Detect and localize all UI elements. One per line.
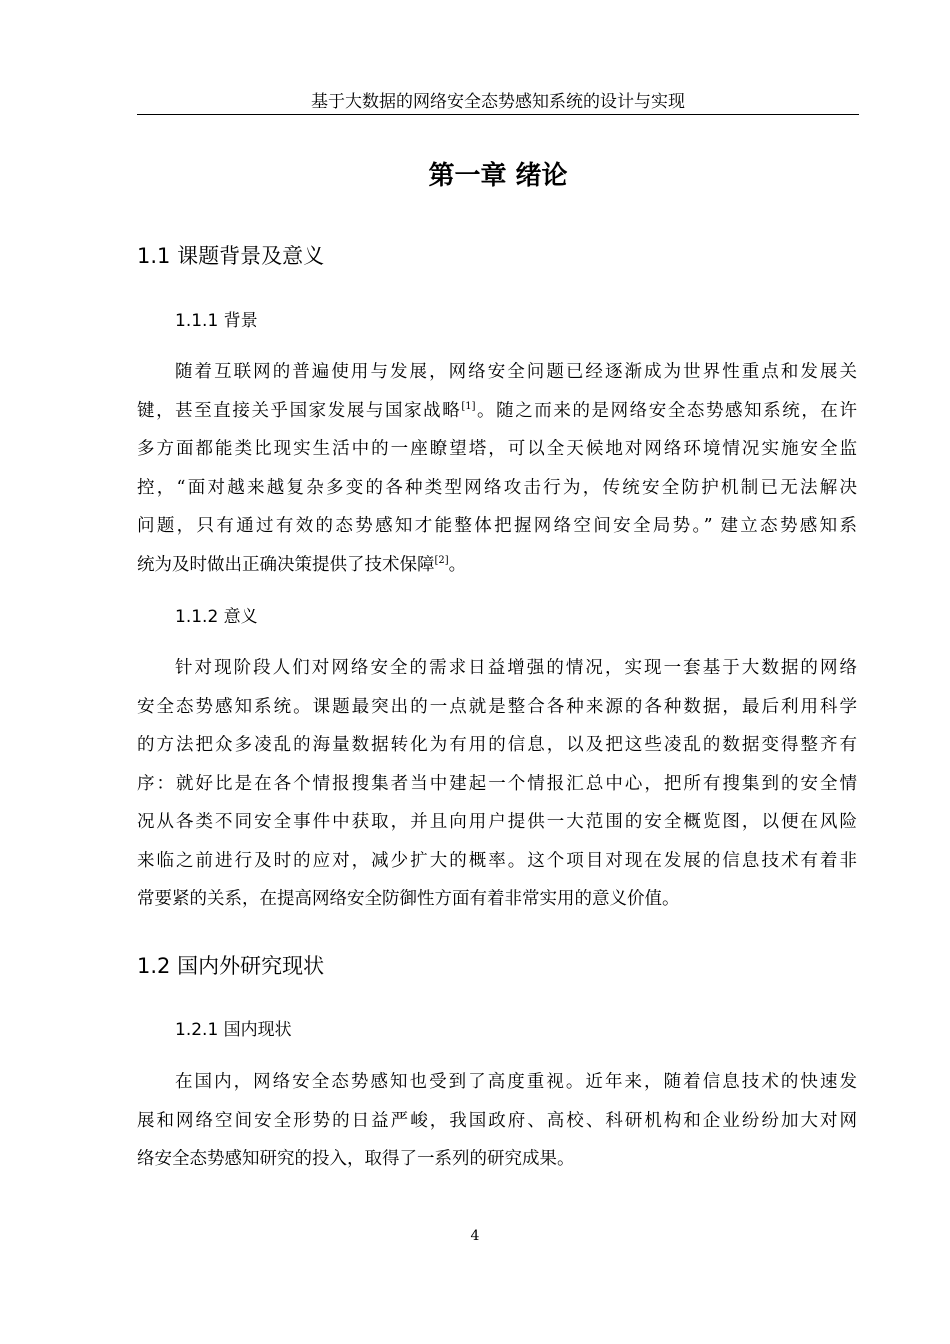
- subsection-heading-1-1-1: 1.1.1 背景: [175, 311, 258, 331]
- paragraph-line: 的方法把众多凌乱的海量数据转化为有用的信息，以及把这些凌乱的数据变得整齐有: [137, 735, 857, 755]
- paragraph-line: 常要紧的关系，在提高网络安全防御性方面有着非常实用的意义价值。: [137, 889, 680, 909]
- paragraph-line: 络安全态势感知研究的投入，取得了一系列的研究成果。: [137, 1149, 575, 1169]
- paragraph-line: 来临之前进行及时的应对，减少扩大的概率。这个项目对现在发展的信息技术有着非: [137, 850, 857, 871]
- paragraph-domestic-status: [137, 1063, 857, 1179]
- subsection-heading-1-2-1: 1.2.1 国内现状: [175, 1020, 292, 1040]
- paragraph-line: 随着互联网的普遍使用与发展，网络安全问题已经逐渐成为世界性重点和发展关: [175, 362, 857, 382]
- section-heading-1-2: 1.2 国内外研究现状: [137, 954, 325, 978]
- paragraph-line: 多方面都能类比现实生活中的一座瞭望塔，可以全天候地对网络环境情况实施安全监: [137, 439, 857, 459]
- paragraph-line: 况从各类不同安全事件中获取，并且向用户提供一大范围的安全概览图，以便在风险: [137, 812, 857, 832]
- chapter-title: 第一章 绪论: [428, 161, 568, 191]
- paragraph-line: 控，“面对越来越复杂多变的各种类型网络攻击行为，传统安全防护机制已无法解决: [137, 477, 857, 498]
- section-heading-1-1: 1.1 课题背景及意义: [137, 244, 325, 268]
- line-text: 键，甚至直接关乎国家发展与国家战略: [137, 400, 462, 421]
- paragraph-line: [137, 392, 857, 431]
- paragraph-line: 展和网络空间安全形势的日益严峻，我国政府、高校、科研机构和企业纷纷加大对网: [137, 1110, 857, 1131]
- paragraph-line: 针对现阶段人们对网络安全的需求日益增强的情况，实现一套基于大数据的网络: [175, 658, 857, 678]
- line-text: 统为及时做出正确决策提供了技术保障: [137, 554, 435, 575]
- line-text: 。随之而来的是网络安全态势感知系统，在许: [475, 400, 858, 421]
- subsection-heading-1-1-2: 1.1.2 意义: [175, 607, 258, 627]
- paragraph-line: 在国内，网络安全态势感知也受到了高度重视。近年来，随着信息技术的快速发: [175, 1072, 857, 1092]
- page-number: 4: [470, 1228, 480, 1244]
- paragraph-line: [137, 546, 857, 585]
- line-text: 。: [448, 554, 467, 575]
- running-header: 基于大数据的网络安全态势感知系统的设计与实现: [311, 92, 685, 112]
- citation-ref: [1]: [461, 400, 476, 412]
- paragraph-line: 序：就好比是在各个情报搜集者当中建起一个情报汇总中心，把所有搜集到的安全情: [137, 773, 857, 794]
- paragraph-line: 问题，只有通过有效的态势感知才能整体把握网络空间安全局势。” 建立态势感知系: [137, 516, 857, 536]
- paragraph-significance: [137, 649, 857, 919]
- paragraph-line: 安全态势感知系统。课题最突出的一点就是整合各种来源的各种数据，最后利用科学: [137, 696, 857, 717]
- paragraph-background: [137, 353, 857, 584]
- citation-ref: [2]: [434, 554, 449, 566]
- header-rule: [137, 114, 859, 115]
